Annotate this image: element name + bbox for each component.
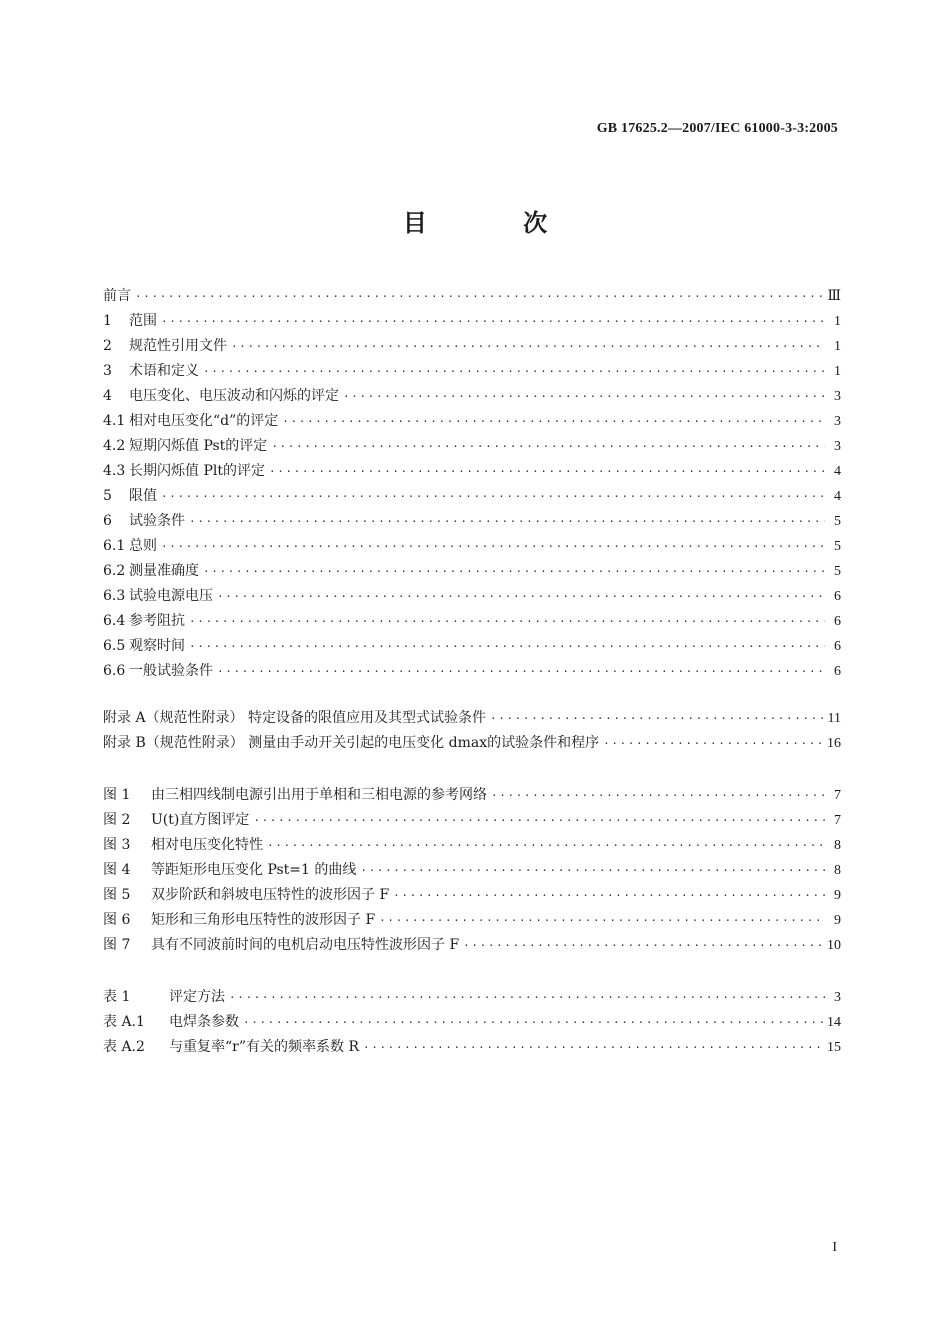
toc-entry-page: Ⅲ	[827, 289, 841, 304]
toc-entry[interactable]	[103, 334, 841, 359]
toc-entry-page: 3	[834, 414, 841, 429]
toc-entry-title: 规范性引用文件	[129, 338, 227, 354]
toc-entry-label	[103, 584, 213, 609]
toc-entry-number: 4.2	[103, 438, 126, 454]
toc-entry[interactable]	[103, 484, 841, 509]
toc-entry-number: 3	[103, 363, 112, 379]
toc-entry-label	[103, 359, 199, 384]
toc-entry-title: 观察时间	[129, 638, 185, 654]
toc-entry-label	[103, 883, 389, 908]
dot-leader	[491, 783, 825, 808]
toc-entry-title: 相对电压变化“d”的评定	[129, 413, 279, 429]
toc-entry-page: 6	[834, 614, 841, 629]
toc-entry[interactable]	[103, 309, 841, 334]
dot-leader	[363, 1035, 823, 1060]
toc-entry[interactable]	[103, 659, 841, 684]
dot-leader	[189, 509, 825, 534]
dot-leader	[161, 484, 825, 509]
toc-entry[interactable]	[103, 384, 841, 409]
toc-entry-title: 电压变化、电压波动和闪烁的评定	[129, 388, 339, 404]
toc-entry-page: 16	[827, 736, 841, 751]
toc-entry[interactable]	[103, 985, 841, 1010]
dot-leader	[360, 858, 825, 883]
page-title: 目 次	[402, 209, 592, 237]
toc-entry-label	[103, 908, 375, 933]
dot-leader	[135, 284, 823, 309]
toc-entry-number: 图 5	[103, 887, 131, 903]
dot-leader	[282, 409, 825, 434]
toc-entry-label	[103, 659, 213, 684]
toc-entry-title: 一般试验条件	[129, 663, 213, 679]
toc-entry[interactable]	[103, 359, 841, 384]
toc-entry-title: 双步阶跃和斜坡电压特性的波形因子 F	[151, 887, 390, 903]
toc-entry-page: 5	[834, 539, 841, 554]
toc-entry[interactable]	[103, 609, 841, 634]
toc-entry-title: 电焊条参数	[169, 1014, 239, 1030]
toc-entry-page: 7	[834, 813, 841, 828]
toc-entry[interactable]	[103, 509, 841, 534]
toc-entry-label	[103, 509, 185, 534]
toc-entry-number: 4.3	[103, 463, 126, 479]
standard-code: GB 17625.2—2007/IEC 61000-3-3:2005	[596, 121, 838, 136]
toc-annex-list	[103, 706, 841, 756]
toc-entry-page: 11	[827, 711, 841, 726]
toc-entry-page: 10	[827, 938, 841, 953]
toc-entry-number: 6	[103, 513, 112, 529]
toc-entry-number: 2	[103, 338, 112, 354]
toc-entry[interactable]	[103, 706, 841, 731]
dot-leader	[203, 359, 825, 384]
toc-entry-title: 相对电压变化特性	[151, 837, 263, 853]
toc-entry-page: 14	[827, 1015, 841, 1030]
toc-entry-number: 图 1	[103, 787, 131, 803]
dot-leader	[243, 1010, 823, 1035]
toc-entry-title: 总则	[129, 538, 157, 554]
dot-leader	[463, 933, 823, 958]
toc-entry-number: 6.2	[103, 563, 126, 579]
toc-entry[interactable]	[103, 933, 841, 958]
toc-entry[interactable]	[103, 833, 841, 858]
toc-entry-page: 6	[834, 589, 841, 604]
toc-entry-page: 7	[834, 788, 841, 803]
toc-entry[interactable]	[103, 634, 841, 659]
dot-leader	[229, 985, 825, 1010]
toc-entry-label	[103, 609, 185, 634]
toc-entry-label	[103, 985, 225, 1010]
toc-entry-label	[103, 706, 486, 731]
toc-entry[interactable]	[103, 459, 841, 484]
toc-entry-title: 试验电源电压	[129, 588, 213, 604]
toc-entry[interactable]	[103, 908, 841, 933]
toc-entry-title: 长期闪烁值 Plt的评定	[129, 463, 265, 479]
toc-entry[interactable]	[103, 808, 841, 833]
dot-leader	[161, 534, 825, 559]
toc-entry-number: 6.6	[103, 663, 126, 679]
dot-leader	[203, 559, 825, 584]
toc-entry-title: 试验条件	[129, 513, 185, 529]
toc-entry-label	[103, 534, 157, 559]
toc-entry-page: 5	[834, 514, 841, 529]
toc-entry-title: 参考阻抗	[129, 613, 185, 629]
toc-entry-title: U(t)直方图评定	[151, 812, 250, 828]
dot-leader	[343, 384, 825, 409]
toc-entry-number: 表 A.1	[103, 1014, 145, 1030]
toc-entry-label	[103, 559, 199, 584]
toc-entry-label	[103, 833, 263, 858]
toc-entry[interactable]	[103, 409, 841, 434]
toc-table-list	[103, 985, 841, 1060]
toc-entry[interactable]	[103, 731, 841, 756]
dot-leader	[189, 634, 825, 659]
dot-leader	[269, 459, 825, 484]
toc-entry[interactable]	[103, 1010, 841, 1035]
toc-entry-number: 表 1	[103, 989, 131, 1005]
dot-leader	[271, 434, 825, 459]
toc-entry-number: 4.1	[103, 413, 126, 429]
toc-entry[interactable]	[103, 783, 841, 808]
toc-entry-title: 具有不同波前时间的电机启动电压特性波形因子 F	[151, 937, 460, 953]
toc-entry[interactable]	[103, 1035, 841, 1060]
toc-entry-page: 9	[834, 888, 841, 903]
toc-entry-page: 8	[834, 838, 841, 853]
toc-entry-number: 5	[103, 488, 112, 504]
toc-entry-title: 等距矩形电压变化 Pst=1 的曲线	[151, 862, 357, 878]
toc-entry-label	[103, 309, 157, 334]
toc-entry-label	[103, 409, 278, 434]
toc-entry-title: 限值	[129, 488, 157, 504]
toc-entry-label	[103, 858, 356, 883]
toc-entry-title: 与重复率“r”有关的频率系数 R	[169, 1039, 359, 1055]
toc-entry-page: 3	[834, 990, 841, 1005]
toc-entry-title: 矩形和三角形电压特性的波形因子 F	[151, 912, 376, 928]
toc-figure-list	[103, 783, 841, 958]
toc-main-list	[103, 284, 841, 684]
toc-entry-label	[103, 434, 267, 459]
toc-entry-label	[103, 284, 131, 309]
toc-entry-page: 9	[834, 913, 841, 928]
page-number: I	[832, 1240, 837, 1255]
toc-entry-label	[103, 384, 339, 409]
toc-entry-page: 1	[834, 364, 841, 379]
toc-entry[interactable]	[103, 858, 841, 883]
toc-entry[interactable]	[103, 284, 841, 309]
toc-entry-number: 图 3	[103, 837, 131, 853]
toc-entry-label	[103, 334, 227, 359]
toc-entry[interactable]	[103, 534, 841, 559]
toc-entry-page: 6	[834, 639, 841, 654]
toc-entry[interactable]	[103, 883, 841, 908]
toc-entry-number: 图 7	[103, 937, 131, 953]
dot-leader	[217, 659, 825, 684]
toc-entry-label	[103, 634, 185, 659]
toc-entry-title: 短期闪烁值 Pst的评定	[129, 438, 268, 454]
toc-entry-page: 4	[834, 464, 841, 479]
toc-entry-label	[103, 783, 487, 808]
toc-entry[interactable]	[103, 434, 841, 459]
toc-entry-number: 图 2	[103, 812, 131, 828]
dot-leader	[267, 833, 825, 858]
toc-entry-page: 15	[827, 1040, 841, 1055]
toc-entry-title: 附录 A（规范性附录） 特定设备的限值应用及其型式试验条件	[103, 710, 487, 726]
dot-leader	[253, 808, 825, 833]
toc-entry-page: 1	[834, 339, 841, 354]
dot-leader	[189, 609, 825, 634]
dot-leader	[379, 908, 825, 933]
toc-entry-number: 表 A.2	[103, 1039, 145, 1055]
toc-entry-page: 6	[834, 664, 841, 679]
toc-entry-title: 术语和定义	[129, 363, 199, 379]
toc-entry-label	[103, 1010, 239, 1035]
toc-entry-page: 3	[834, 439, 841, 454]
toc-entry-page: 4	[834, 489, 841, 504]
dot-leader	[603, 731, 823, 756]
toc-entry-page: 8	[834, 863, 841, 878]
dot-leader	[217, 584, 825, 609]
toc-entry-label	[103, 933, 459, 958]
toc-entry-number: 1	[103, 313, 112, 329]
toc-entry-page: 3	[834, 389, 841, 404]
toc-entry-number: 6.5	[103, 638, 126, 654]
toc-entry-label	[103, 484, 157, 509]
toc-entry-title: 范围	[129, 313, 157, 329]
dot-leader	[231, 334, 825, 359]
dot-leader	[490, 706, 824, 731]
toc-entry[interactable]	[103, 559, 841, 584]
toc-entry-title: 评定方法	[169, 989, 225, 1005]
toc-entry-label	[103, 459, 265, 484]
toc-entry-number: 6.4	[103, 613, 126, 629]
toc-entry-title: 前言	[103, 288, 131, 304]
toc-entry[interactable]	[103, 584, 841, 609]
toc-entry-title: 附录 B（规范性附录） 测量由手动开关引起的电压变化 dmax的试验条件和程序	[103, 735, 600, 751]
toc-entry-page: 5	[834, 564, 841, 579]
toc-entry-title: 测量准确度	[129, 563, 199, 579]
toc-entry-number: 4	[103, 388, 112, 404]
toc-entry-page: 1	[834, 314, 841, 329]
toc-entry-label	[103, 731, 599, 756]
dot-leader	[161, 309, 825, 334]
toc-entry-label	[103, 1035, 359, 1060]
dot-leader	[393, 883, 825, 908]
toc-entry-label	[103, 808, 249, 833]
toc-entry-title: 由三相四线制电源引出用于单相和三相电源的参考网络	[151, 787, 487, 803]
toc-entry-number: 图 6	[103, 912, 131, 928]
toc-entry-number: 6.3	[103, 588, 126, 604]
toc-entry-number: 图 4	[103, 862, 131, 878]
toc-entry-number: 6.1	[103, 538, 126, 554]
